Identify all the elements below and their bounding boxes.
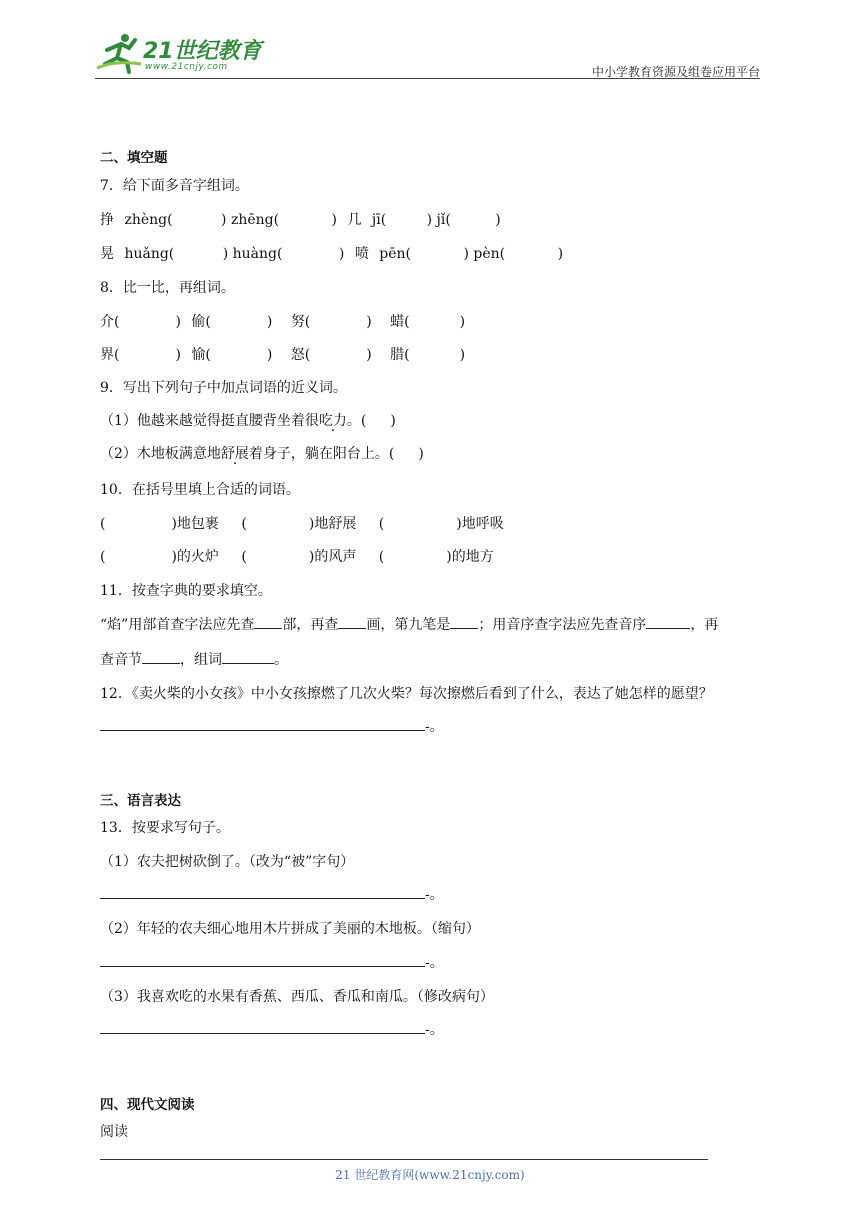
section-title-fill-blank: 二、填空题 <box>100 150 168 166</box>
sentence-text: 着身子，躺在阳台上。( <box>248 446 395 462</box>
char-paren: 怒( <box>290 347 311 363</box>
char-paren: 界( <box>100 347 120 363</box>
question-8-row-1 <box>100 311 465 331</box>
char: 晃 <box>100 246 114 262</box>
question-10-title: 10．在括号里填上合适的词语。 <box>100 482 300 498</box>
pinyin: ) pèn( <box>463 246 506 262</box>
question-11-title: 11．按查字典的要求填空。 <box>100 583 272 599</box>
sentence-text: （1）他越来越觉得挺直腰背坐着很 <box>100 413 319 429</box>
question-13-item-1: （1）农夫把树砍倒了。（改为“被”字句） <box>100 854 355 870</box>
char: 几 <box>347 212 362 228</box>
paren-close: ) <box>338 246 345 262</box>
footer-text[interactable]: 21 世纪教育网(www.21cnjy.com) <box>335 1168 525 1182</box>
question-7-title: 7．给下面多音字组词。 <box>100 178 249 194</box>
runner-logo-icon <box>95 30 143 74</box>
question-13-answer-2 <box>100 952 444 972</box>
dotted-word: 吃力 <box>318 413 347 429</box>
paren-close: ) <box>459 314 466 330</box>
fill-blank[interactable] <box>338 618 366 629</box>
paren-close: ) <box>390 413 396 429</box>
text: ；用音序查字法应先查音序 <box>478 617 647 633</box>
char-paren: 愉( <box>191 347 211 363</box>
paren-close: ) <box>418 446 424 462</box>
reading-label: 阅读 <box>100 1124 128 1140</box>
pinyin: ) jǐ( <box>426 212 451 228</box>
phrase: )地包裹 <box>171 516 219 532</box>
section-title-modern-reading: 四、现代文阅读 <box>100 1097 195 1113</box>
answer-line[interactable] <box>100 720 425 731</box>
paren-close: ) <box>495 212 501 228</box>
char-paren: 介( <box>100 314 120 330</box>
paren-open: ( <box>241 549 247 565</box>
question-9-item-2 <box>100 443 424 463</box>
fill-blank[interactable] <box>450 618 478 629</box>
paren-open: ( <box>100 516 106 532</box>
question-12-title: 12．《卖火柴的小女孩》中小女孩擦燃了几次火柴？每次擦燃后看到了什么，表达了她怎样的愿望？ <box>100 686 713 702</box>
question-7-row-2 <box>100 243 563 263</box>
phrase: )的火炉 <box>171 549 219 565</box>
phrase: )地呼吸 <box>456 516 504 532</box>
phrase: )的地方 <box>446 549 494 565</box>
text: -。 <box>425 887 444 903</box>
answer-line[interactable] <box>100 888 425 899</box>
header-platform-text: 中小学教育资源及组卷应用平台 <box>591 65 760 79</box>
paren-open: ( <box>378 516 385 532</box>
section-title-language-expression: 三、语言表达 <box>100 793 181 809</box>
question-10-row-2 <box>100 546 494 566</box>
page-header <box>95 30 760 80</box>
text: 部，再查 <box>282 617 339 633</box>
question-9-item-1 <box>100 410 396 430</box>
text: -。 <box>425 719 444 735</box>
dotted-word: 舒展 <box>220 446 249 462</box>
question-11-line-1 <box>100 614 718 634</box>
paren-open: ( <box>378 549 385 565</box>
logo-url: www.21cnjy.com <box>145 62 228 72</box>
question-11-line-2 <box>100 649 288 669</box>
sentence-text: （2）木地板满意地 <box>100 446 221 462</box>
paren-open: ( <box>241 516 247 532</box>
char-paren: 蜡( <box>390 314 410 330</box>
char-paren: 腊( <box>390 347 410 363</box>
fill-blank[interactable] <box>254 618 282 629</box>
question-8-title: 8．比一比，再组词。 <box>100 280 235 296</box>
phrase: )的风声 <box>308 549 357 565</box>
fill-blank[interactable] <box>646 618 690 629</box>
header-divider <box>95 78 760 79</box>
question-13-item-2: （2）年轻的农夫细心地用木片拼成了美丽的木地板。（缩句） <box>100 921 480 937</box>
pinyin: ) huàng( <box>222 246 283 262</box>
text: -。 <box>425 955 444 971</box>
footer-divider <box>100 1159 708 1160</box>
char: 挣 <box>100 212 114 228</box>
text: ，组词 <box>180 652 222 668</box>
paren-close: ) <box>331 212 337 228</box>
question-7-row-1 <box>100 209 501 229</box>
question-8-row-2 <box>100 344 465 364</box>
pinyin: pēn( <box>379 246 412 262</box>
question-9-title: 9．写出下列句子中加点词语的近义词。 <box>100 380 347 396</box>
pinyin: jī( <box>371 212 387 228</box>
text: ，再 <box>690 617 719 633</box>
paren-close: ) <box>366 314 372 330</box>
logo <box>95 30 265 80</box>
text: 画，第九笔是 <box>366 617 451 633</box>
text: 。 <box>274 652 288 668</box>
question-13-answer-1 <box>100 884 444 904</box>
question-12-answer <box>100 716 444 736</box>
paren-close: ) <box>366 347 372 363</box>
char-paren: 偷( <box>191 314 211 330</box>
question-13-title: 13．按要求写句子。 <box>100 820 230 836</box>
question-13-item-3: （3）我喜欢吃的水果有香蕉、西瓜、香瓜和南瓜。（修改病句） <box>100 989 494 1005</box>
answer-line[interactable] <box>100 956 425 967</box>
char-paren: 努( <box>290 314 311 330</box>
fill-blank[interactable] <box>142 653 180 664</box>
text: “焰”用部首查字法应先查 <box>100 617 255 633</box>
paren-close: ) <box>459 347 466 363</box>
paren-close: ) <box>266 347 273 363</box>
sentence-text: 。( <box>346 413 367 429</box>
paren-open: ( <box>100 549 106 565</box>
fill-blank[interactable] <box>222 653 274 664</box>
logo-text: 21世纪教育 <box>143 39 262 64</box>
question-10-row-1 <box>100 513 504 533</box>
paren-close: ) <box>175 347 181 363</box>
answer-line[interactable] <box>100 1023 425 1034</box>
paren-close: ) <box>175 314 181 330</box>
pinyin: zhèng( <box>124 212 173 228</box>
pinyin: huǎng( <box>124 246 175 262</box>
phrase: )地舒展 <box>308 516 357 532</box>
text: 查音节 <box>100 652 142 668</box>
question-13-answer-3 <box>100 1019 444 1039</box>
paren-close: ) <box>266 314 273 330</box>
pinyin: ) zhēng( <box>221 212 280 228</box>
text: -。 <box>425 1022 444 1038</box>
char: 喷 <box>354 246 369 262</box>
paren-close: ) <box>557 246 564 262</box>
